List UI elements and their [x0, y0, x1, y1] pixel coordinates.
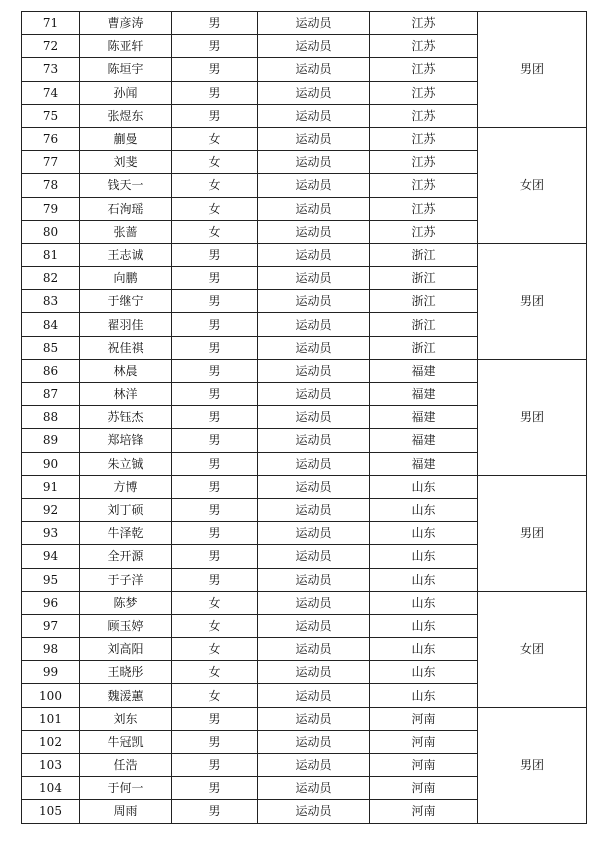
- athlete-gender: 女: [172, 614, 258, 637]
- athlete-name: 刘高阳: [80, 638, 172, 661]
- athlete-role: 运动员: [258, 429, 370, 452]
- athlete-province: 山东: [370, 661, 478, 684]
- table-row: [22, 707, 587, 730]
- athlete-role: 运动员: [258, 452, 370, 475]
- row-number: 93: [22, 522, 80, 545]
- table-row: [22, 243, 587, 266]
- athlete-name: 牛冠凯: [80, 730, 172, 753]
- athlete-province: 河南: [370, 707, 478, 730]
- team-label: 女团: [478, 591, 587, 707]
- row-number: 97: [22, 614, 80, 637]
- athlete-gender: 男: [172, 452, 258, 475]
- athlete-gender: 女: [172, 661, 258, 684]
- athlete-province: 浙江: [370, 290, 478, 313]
- table-row: [22, 591, 587, 614]
- athlete-name: 全开源: [80, 545, 172, 568]
- row-number: 102: [22, 730, 80, 753]
- athlete-name: 任浩: [80, 754, 172, 777]
- row-number: 100: [22, 684, 80, 707]
- athlete-name: 刘斐: [80, 151, 172, 174]
- athlete-role: 运动员: [258, 104, 370, 127]
- athlete-role: 运动员: [258, 127, 370, 150]
- athlete-role: 运动员: [258, 267, 370, 290]
- athlete-name: 向鹏: [80, 267, 172, 290]
- athlete-gender: 男: [172, 58, 258, 81]
- athlete-name: 周雨: [80, 800, 172, 823]
- athlete-name: 王志诚: [80, 243, 172, 266]
- athlete-name: 于何一: [80, 777, 172, 800]
- athlete-gender: 男: [172, 359, 258, 382]
- athlete-province: 江苏: [370, 151, 478, 174]
- athlete-province: 山东: [370, 475, 478, 498]
- athlete-province: 山东: [370, 591, 478, 614]
- athlete-province: 福建: [370, 359, 478, 382]
- athlete-gender: 男: [172, 406, 258, 429]
- athlete-role: 运动员: [258, 730, 370, 753]
- athlete-role: 运动员: [258, 406, 370, 429]
- athlete-province: 浙江: [370, 336, 478, 359]
- athlete-gender: 男: [172, 730, 258, 753]
- row-number: 87: [22, 383, 80, 406]
- athlete-province: 山东: [370, 638, 478, 661]
- athlete-role: 运动员: [258, 707, 370, 730]
- table-row: [22, 127, 587, 150]
- athlete-gender: 男: [172, 243, 258, 266]
- athlete-gender: 女: [172, 591, 258, 614]
- athlete-province: 江苏: [370, 174, 478, 197]
- athlete-role: 运动员: [258, 545, 370, 568]
- athlete-name: 郑培锋: [80, 429, 172, 452]
- athlete-province: 江苏: [370, 35, 478, 58]
- athlete-gender: 男: [172, 777, 258, 800]
- athlete-name: 祝佳祺: [80, 336, 172, 359]
- athlete-role: 运动员: [258, 12, 370, 35]
- athlete-province: 山东: [370, 545, 478, 568]
- athlete-gender: 女: [172, 638, 258, 661]
- athlete-province: 福建: [370, 452, 478, 475]
- athlete-role: 运动员: [258, 475, 370, 498]
- athlete-name: 陈亚轩: [80, 35, 172, 58]
- athlete-role: 运动员: [258, 383, 370, 406]
- athlete-gender: 男: [172, 81, 258, 104]
- athlete-gender: 女: [172, 684, 258, 707]
- athlete-province: 江苏: [370, 104, 478, 127]
- row-number: 99: [22, 661, 80, 684]
- athlete-gender: 男: [172, 336, 258, 359]
- athlete-gender: 男: [172, 383, 258, 406]
- athlete-province: 河南: [370, 754, 478, 777]
- athlete-province: 河南: [370, 800, 478, 823]
- row-number: 91: [22, 475, 80, 498]
- athlete-province: 河南: [370, 730, 478, 753]
- row-number: 83: [22, 290, 80, 313]
- athlete-name: 钱天一: [80, 174, 172, 197]
- athlete-gender: 女: [172, 151, 258, 174]
- team-label: 男团: [478, 707, 587, 823]
- row-number: 76: [22, 127, 80, 150]
- athlete-gender: 男: [172, 498, 258, 521]
- team-label: 男团: [478, 12, 587, 128]
- athlete-gender: 男: [172, 545, 258, 568]
- athlete-gender: 男: [172, 290, 258, 313]
- athlete-province: 江苏: [370, 220, 478, 243]
- athlete-province: 江苏: [370, 81, 478, 104]
- athlete-name: 曹彦涛: [80, 12, 172, 35]
- athlete-role: 运动员: [258, 58, 370, 81]
- athlete-role: 运动员: [258, 220, 370, 243]
- athlete-name: 张煜东: [80, 104, 172, 127]
- row-number: 105: [22, 800, 80, 823]
- athlete-name: 于继宁: [80, 290, 172, 313]
- table-row: [22, 12, 587, 35]
- athlete-gender: 女: [172, 197, 258, 220]
- athlete-role: 运动员: [258, 661, 370, 684]
- athlete-role: 运动员: [258, 197, 370, 220]
- athlete-role: 运动员: [258, 638, 370, 661]
- row-number: 81: [22, 243, 80, 266]
- athlete-gender: 男: [172, 522, 258, 545]
- athlete-name: 陈梦: [80, 591, 172, 614]
- row-number: 73: [22, 58, 80, 81]
- athlete-gender: 男: [172, 754, 258, 777]
- row-number: 96: [22, 591, 80, 614]
- athlete-province: 山东: [370, 684, 478, 707]
- roster-body: [22, 12, 587, 824]
- athlete-province: 福建: [370, 406, 478, 429]
- athlete-roster-table: [21, 11, 587, 824]
- athlete-name: 朱立铖: [80, 452, 172, 475]
- athlete-province: 山东: [370, 522, 478, 545]
- row-number: 78: [22, 174, 80, 197]
- row-number: 84: [22, 313, 80, 336]
- athlete-name: 石洵瑶: [80, 197, 172, 220]
- athlete-name: 魏湲蕙: [80, 684, 172, 707]
- row-number: 104: [22, 777, 80, 800]
- athlete-province: 江苏: [370, 197, 478, 220]
- athlete-role: 运动员: [258, 243, 370, 266]
- athlete-name: 翟羽佳: [80, 313, 172, 336]
- row-number: 103: [22, 754, 80, 777]
- athlete-gender: 女: [172, 174, 258, 197]
- athlete-gender: 男: [172, 267, 258, 290]
- athlete-role: 运动员: [258, 800, 370, 823]
- athlete-gender: 男: [172, 707, 258, 730]
- table-row: [22, 359, 587, 382]
- athlete-name: 牛泽乾: [80, 522, 172, 545]
- row-number: 88: [22, 406, 80, 429]
- row-number: 85: [22, 336, 80, 359]
- row-number: 71: [22, 12, 80, 35]
- team-label: 女团: [478, 127, 587, 243]
- athlete-province: 浙江: [370, 243, 478, 266]
- row-number: 82: [22, 267, 80, 290]
- athlete-province: 江苏: [370, 58, 478, 81]
- athlete-province: 山东: [370, 614, 478, 637]
- athlete-gender: 女: [172, 127, 258, 150]
- athlete-gender: 男: [172, 313, 258, 336]
- row-number: 90: [22, 452, 80, 475]
- athlete-role: 运动员: [258, 336, 370, 359]
- athlete-province: 河南: [370, 777, 478, 800]
- athlete-province: 浙江: [370, 267, 478, 290]
- athlete-role: 运动员: [258, 81, 370, 104]
- athlete-name: 张蔷: [80, 220, 172, 243]
- team-label: 男团: [478, 475, 587, 591]
- athlete-role: 运动员: [258, 290, 370, 313]
- athlete-name: 于子洋: [80, 568, 172, 591]
- athlete-province: 山东: [370, 498, 478, 521]
- athlete-province: 江苏: [370, 127, 478, 150]
- athlete-name: 陈垣宇: [80, 58, 172, 81]
- row-number: 75: [22, 104, 80, 127]
- athlete-gender: 男: [172, 429, 258, 452]
- athlete-role: 运动员: [258, 174, 370, 197]
- athlete-role: 运动员: [258, 591, 370, 614]
- athlete-gender: 男: [172, 568, 258, 591]
- athlete-name: 方博: [80, 475, 172, 498]
- athlete-gender: 男: [172, 104, 258, 127]
- athlete-role: 运动员: [258, 568, 370, 591]
- athlete-role: 运动员: [258, 313, 370, 336]
- athlete-role: 运动员: [258, 684, 370, 707]
- athlete-name: 苏钰杰: [80, 406, 172, 429]
- athlete-name: 林晨: [80, 359, 172, 382]
- athlete-role: 运动员: [258, 777, 370, 800]
- athlete-role: 运动员: [258, 522, 370, 545]
- athlete-name: 林洋: [80, 383, 172, 406]
- athlete-gender: 女: [172, 220, 258, 243]
- athlete-role: 运动员: [258, 498, 370, 521]
- athlete-gender: 男: [172, 800, 258, 823]
- row-number: 72: [22, 35, 80, 58]
- athlete-name: 孙闻: [80, 81, 172, 104]
- row-number: 101: [22, 707, 80, 730]
- athlete-province: 浙江: [370, 313, 478, 336]
- athlete-name: 顾玉婷: [80, 614, 172, 637]
- athlete-name: 刘丁硕: [80, 498, 172, 521]
- athlete-name: 刘东: [80, 707, 172, 730]
- athlete-province: 山东: [370, 568, 478, 591]
- row-number: 89: [22, 429, 80, 452]
- athlete-province: 福建: [370, 429, 478, 452]
- athlete-name: 王晓彤: [80, 661, 172, 684]
- athlete-name: 蒯曼: [80, 127, 172, 150]
- athlete-role: 运动员: [258, 35, 370, 58]
- athlete-role: 运动员: [258, 151, 370, 174]
- row-number: 80: [22, 220, 80, 243]
- athlete-role: 运动员: [258, 614, 370, 637]
- athlete-gender: 男: [172, 12, 258, 35]
- athlete-province: 江苏: [370, 12, 478, 35]
- athlete-gender: 男: [172, 475, 258, 498]
- row-number: 98: [22, 638, 80, 661]
- row-number: 74: [22, 81, 80, 104]
- row-number: 86: [22, 359, 80, 382]
- team-label: 男团: [478, 359, 587, 475]
- row-number: 77: [22, 151, 80, 174]
- row-number: 92: [22, 498, 80, 521]
- table-row: [22, 475, 587, 498]
- row-number: 79: [22, 197, 80, 220]
- team-label: 男团: [478, 243, 587, 359]
- row-number: 95: [22, 568, 80, 591]
- athlete-gender: 男: [172, 35, 258, 58]
- athlete-province: 福建: [370, 383, 478, 406]
- athlete-role: 运动员: [258, 359, 370, 382]
- row-number: 94: [22, 545, 80, 568]
- athlete-role: 运动员: [258, 754, 370, 777]
